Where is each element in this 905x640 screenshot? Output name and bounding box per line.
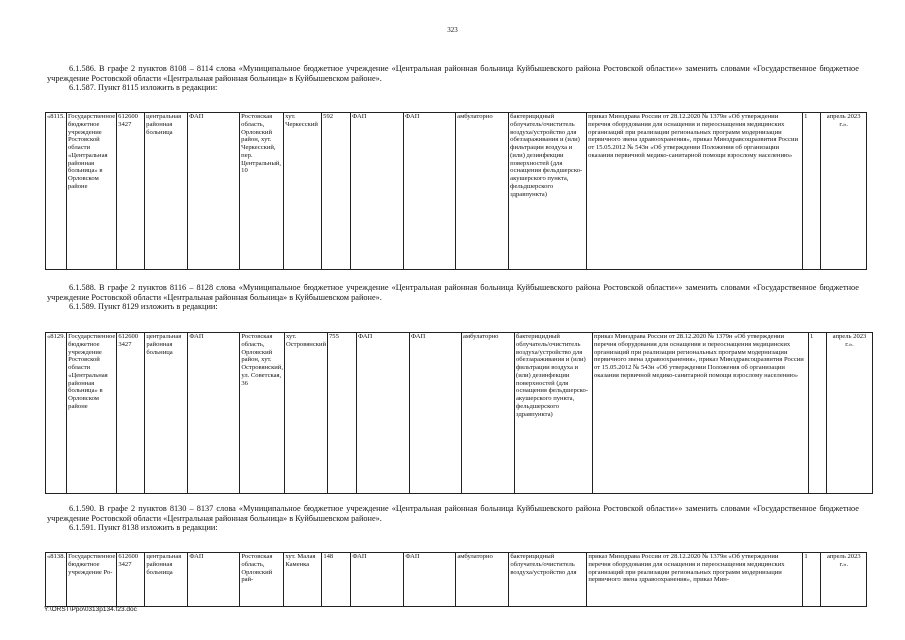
row-number: «8115. (46, 113, 67, 270)
regulatory-basis: приказ Минздрава России от 28.12.2020 № 1379н «Об утверждении перечня оборудования для оснащения и переоснащения медицинских организаций при реализации региональных программ модернизации первичного звена здравоохранения», приказ Минздравсоцразвития России от 15.05.2012 № 543н «Об утверждении Положения об организации оказания первичной медико-санитарной помощи взрослому населению» (593, 333, 809, 494)
table-row (46, 333, 873, 494)
unit-type-2: ФАП (351, 553, 404, 607)
item-heading: 6.1.587. Пункт 8115 изложить в редакции: (69, 83, 218, 93)
address: Ростовская область, Орловский рай- (240, 553, 284, 607)
quantity: 1 (803, 553, 821, 607)
unit-type-3: ФАП (404, 113, 456, 270)
organization-name: Государственное бюджетное учреждение Ростовской области «Центральная районная больница» в Орловском районе (67, 113, 117, 270)
regulatory-basis: приказ Минздрава России от 28.12.2020 № 1379н «Об утверждении перечня оборудования для оснащения и переоснащения медицинских организаций при реализации региональных программ модернизации первичного звена здравоохранения», приказ Мин- (587, 553, 803, 607)
amendment-paragraph (47, 504, 859, 533)
settlement: хут. Островянский (284, 333, 327, 494)
amendment-text: 6.1.590. В графе 2 пунктов 8130 – 8137 слова «Муниципальное бюджетное учреждение «Центральная районная больница Куйбышевского района Ростовской области»» заменить словами «Государственное бюджетное учреждение Ростовской области «Центральная районная больница» в Куйбышевском районе». (47, 504, 859, 523)
organization-code: 612600 3427 (117, 113, 145, 270)
equipment-table (45, 332, 873, 494)
amendment-paragraph (47, 283, 859, 312)
row-number: «8129. (46, 333, 67, 494)
unit-type-3: ФАП (410, 333, 462, 494)
unit-type: ФАП (188, 333, 240, 494)
organization-name: Государственное бюджетное учреждение Ро- (67, 553, 117, 607)
settlement: хут. Черкесский (284, 113, 322, 270)
amendment-paragraph (47, 64, 859, 93)
equipment-name: бактерицидный облучатель/очиститель воздуха/устройство для обеззараживания и (или) фильтрации воздуха и (или) дезинфекции поверхностей (для оснащения фельдшерско-акушерского пункта, фельдшерского здравпункта) (515, 333, 593, 494)
file-path-footer: Y:\ORST\Ppo\0313p134.f23.doc (44, 606, 137, 613)
equipment-table (45, 552, 867, 607)
unit-type: ФАП (188, 553, 240, 607)
organization-name: Государственное бюджетное учреждение Ростовской области «Центральная районная больница» в Орловском районе (67, 333, 117, 494)
unit-type: ФАП (188, 113, 240, 270)
regulatory-basis: приказ Минздрава России от 28.12.2020 № 1379н «Об утверждении перечня оборудования для оснащения и переоснащения медицинских организаций при реализации региональных программ модернизации первичного звена здравоохранения», приказ Минздравсоцразвития России от 15.05.2012 № 543н «Об утверждении Положения об организации оказания первичной медико-санитарной помощи взрослому населению» (587, 113, 803, 270)
organization-type: центральная районная больница (145, 333, 188, 494)
unit-type-2: ФАП (351, 113, 404, 270)
amendment-text: 6.1.588. В графе 2 пунктов 8116 – 8128 слова «Муниципальное бюджетное учреждение «Центральная районная больница Куйбышевского района Ростовской области»» заменить словами «Государственное бюджетное учреждение Ростовской области «Центральная районная больница» в Куйбышевском районе». (47, 283, 859, 302)
deadline: апрель 2023 г.». (821, 553, 867, 607)
unit-type-2: ФАП (357, 333, 410, 494)
organization-code: 612600 3427 (117, 553, 145, 607)
table-row (46, 553, 867, 607)
amendment-text: 6.1.586. В графе 2 пунктов 8108 – 8114 слова «Муниципальное бюджетное учреждение «Центральная районная больница Куйбышевского района Ростовской области»» заменить словами «Государственное бюджетное учреждение Ростовской области «Центральная районная больница» в Куйбышевском районе». (47, 64, 859, 83)
table-row (46, 113, 867, 270)
organization-code: 612600 3427 (117, 333, 145, 494)
settlement: хут. Малая Каменка (284, 553, 322, 607)
care-condition: амбулаторно (462, 333, 515, 494)
page-number: 323 (447, 26, 458, 34)
row-number: «8138. (46, 553, 67, 607)
population: 755 (328, 333, 357, 494)
care-condition: амбулаторно (456, 113, 509, 270)
organization-type: центральная районная больница (145, 113, 188, 270)
population: 592 (322, 113, 351, 270)
care-condition: амбулаторно (456, 553, 509, 607)
quantity: 1 (803, 113, 821, 270)
address: Ростовская область, Орловский район, хут. Островянский, ул. Советская, 36 (240, 333, 285, 494)
equipment-name: бактерицидный облучатель/очиститель воздуха/устройство для (509, 553, 587, 607)
equipment-table (45, 112, 867, 270)
quantity: 1 (809, 333, 827, 494)
organization-type: центральная районная больница (145, 553, 188, 607)
equipment-name: бактерицидный облучатель/очиститель воздуха/устройство для обеззараживания и (или) фильтрации воздуха и (или) дезинфекции поверхностей (для оснащения фельдшерско-акушерского пункта, фельдшерского здравпункта) (509, 113, 587, 270)
population: 148 (322, 553, 351, 607)
item-heading: 6.1.591. Пункт 8138 изложить в редакции: (69, 523, 218, 533)
unit-type-3: ФАП (404, 553, 456, 607)
item-heading: 6.1.589. Пункт 8129 изложить в редакции: (69, 302, 218, 312)
deadline: апрель 2023 г.». (821, 113, 867, 270)
address: Ростовская область, Орловский район, хут. Черкесский, пер. Центральный, 10 (240, 113, 284, 270)
deadline: апрель 2023 г.». (827, 333, 873, 494)
